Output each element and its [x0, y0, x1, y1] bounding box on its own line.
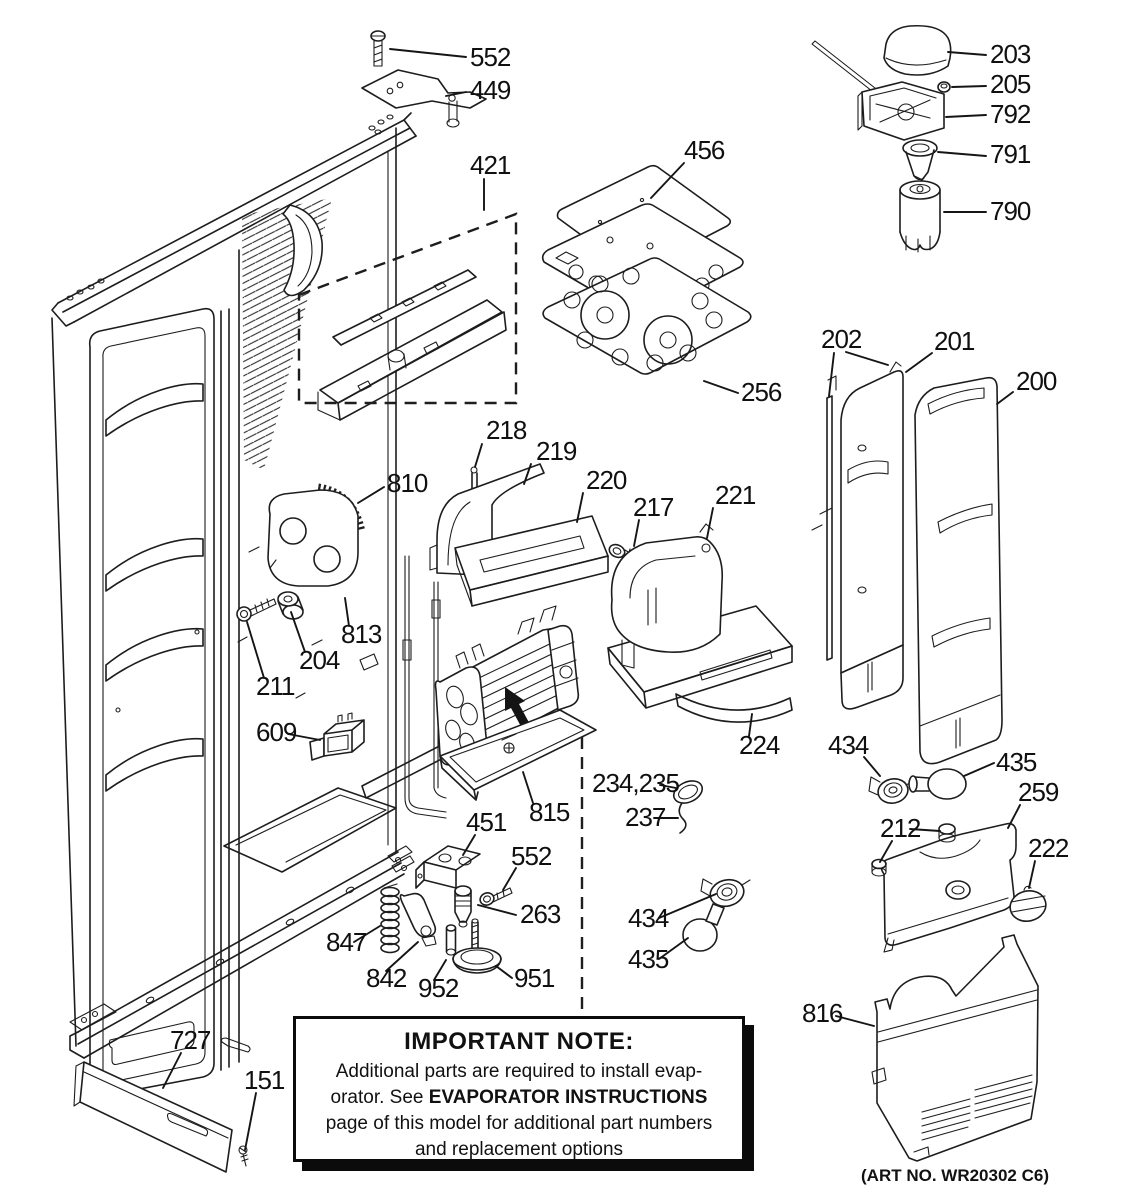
part-label-449: 449	[470, 75, 511, 105]
bracket-451	[416, 846, 480, 888]
tube-237	[679, 803, 686, 833]
kick-plate-727	[74, 1062, 232, 1172]
part-label-221: 221	[715, 480, 756, 510]
part-label-234-235: 234,235	[592, 768, 679, 798]
panel-200	[915, 378, 1002, 764]
screw-211	[237, 599, 276, 621]
grommet-205	[938, 82, 950, 92]
part-label-792: 792	[990, 99, 1031, 129]
part-label-810: 810	[387, 468, 428, 498]
part-label-816: 816	[802, 998, 843, 1028]
part-label-259: 259	[1018, 777, 1059, 807]
valve-263	[455, 886, 471, 927]
note-title: IMPORTANT NOTE:	[404, 1028, 634, 1055]
bushing-204	[278, 592, 303, 619]
part-label-218: 218	[486, 415, 527, 445]
part-label-237: 237	[625, 802, 666, 832]
spring-847	[381, 884, 399, 953]
vented-cover-816	[872, 935, 1038, 1161]
note-line-2-normal: orator. See	[330, 1087, 429, 1108]
light-bulb-435-center	[683, 904, 724, 951]
part-label-552-top: 552	[470, 42, 511, 72]
part-label-205: 205	[990, 69, 1031, 99]
part-label-952: 952	[418, 973, 459, 1003]
art-number: (ART NO. WR20302 C6)	[861, 1166, 1049, 1185]
part-label-204: 204	[299, 645, 340, 675]
screw-552-bottom	[478, 888, 512, 907]
part-label-222: 222	[1028, 833, 1069, 863]
part-label-951: 951	[514, 963, 555, 993]
part-label-434-center: 434	[628, 903, 669, 933]
part-label-200: 200	[1016, 366, 1057, 396]
note-line-4: and replacement options	[414, 1139, 624, 1160]
part-label-224: 224	[739, 730, 780, 760]
part-label-847: 847	[326, 927, 367, 957]
part-label-263: 263	[520, 899, 561, 929]
part-label-727: 727	[170, 1025, 211, 1055]
cam-810-813	[268, 489, 360, 586]
trim-strip-202	[827, 396, 832, 660]
part-label-842: 842	[366, 963, 407, 993]
part-label-151: 151	[244, 1065, 285, 1095]
part-label-609: 609	[256, 717, 297, 747]
filter-funnel-791	[903, 140, 937, 180]
lamp-socket-434-center	[701, 876, 750, 910]
part-label-790: 790	[990, 196, 1031, 226]
water-filter-assembly	[812, 26, 951, 252]
part-label-791: 791	[990, 139, 1031, 169]
part-label-552-bottom: 552	[511, 841, 552, 871]
filter-cartridge-790	[900, 181, 940, 252]
part-label-202: 202	[821, 324, 862, 354]
lever-842	[400, 894, 436, 946]
part-label-434-right: 434	[828, 730, 869, 760]
light-shield-421	[299, 214, 516, 420]
screw-151	[239, 1146, 248, 1166]
filter-housing-792	[858, 82, 944, 140]
important-note-box	[293, 1016, 745, 1162]
part-label-212: 212	[880, 813, 921, 843]
pin-952	[447, 925, 456, 955]
note-line-1: Additional parts are required to install evap-	[335, 1061, 703, 1082]
hinge-bracket-449	[362, 70, 486, 127]
screw-552-top	[371, 31, 385, 66]
part-label-201: 201	[934, 326, 975, 356]
part-label-813: 813	[341, 619, 382, 649]
part-label-435-right: 435	[996, 747, 1037, 777]
light-bulb-435-right	[909, 769, 966, 799]
note-line-3: page of this model for additional part numbers	[325, 1113, 713, 1134]
part-label-421: 421	[470, 150, 511, 180]
part-label-256: 256	[741, 377, 782, 407]
part-label-203: 203	[990, 39, 1031, 69]
part-label-435-center: 435	[628, 944, 669, 974]
lamp-socket-434-right	[869, 776, 914, 806]
switch-609	[310, 713, 364, 760]
note-body	[296, 1059, 742, 1163]
fan-housing-221	[608, 508, 832, 708]
part-label-219: 219	[536, 436, 577, 466]
filter-cap-203	[884, 26, 951, 75]
note-line-2-bold: EVAPORATOR INSTRUCTIONS	[428, 1087, 708, 1108]
part-label-815: 815	[529, 797, 570, 827]
part-label-456: 456	[684, 135, 725, 165]
part-label-217: 217	[633, 492, 674, 522]
rail-224	[676, 694, 792, 722]
part-label-211: 211	[256, 671, 295, 701]
panel-201	[828, 362, 903, 709]
note-line-2	[296, 1085, 742, 1111]
part-label-220: 220	[586, 465, 627, 495]
leveling-foot-951	[453, 919, 501, 973]
part-label-451: 451	[466, 807, 507, 837]
